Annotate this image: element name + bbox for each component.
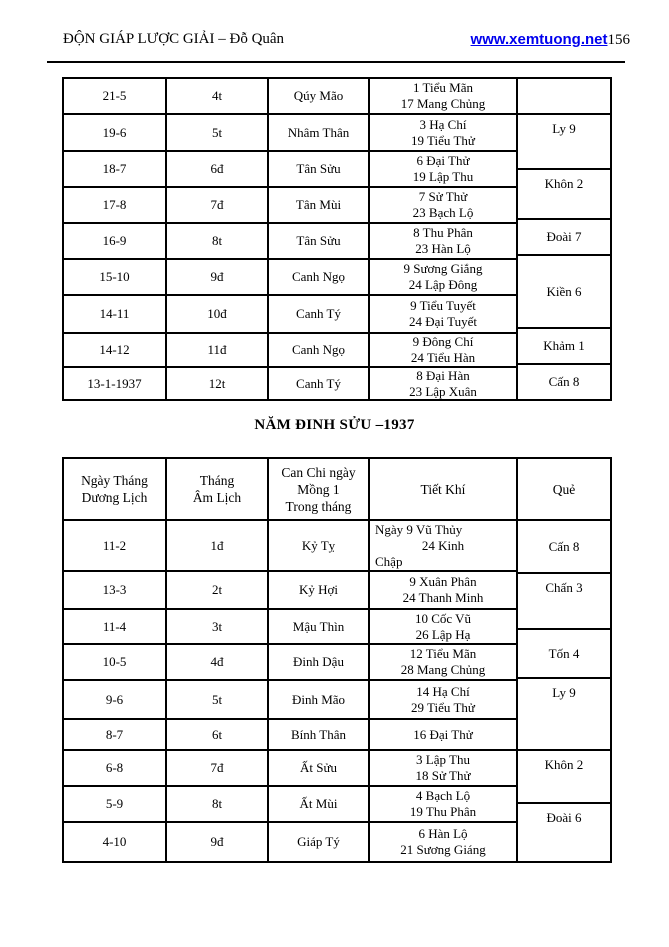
lunar-month-cell: 5t [167, 115, 269, 150]
cell-line: 19 Thu Phân [409, 804, 477, 819]
header-date [64, 459, 167, 519]
cell-line: 24 Kinh [421, 537, 465, 553]
lunar-month-cell: 4t [167, 79, 269, 113]
canchi-cell: Kỷ Tỵ [269, 521, 370, 570]
date-cell: 5-9 [64, 787, 167, 821]
lunar-month-cell: 7đ [167, 751, 269, 785]
que-cell: Đoài 6 [546, 810, 582, 825]
lunar-month-cell: 3t [167, 610, 269, 643]
cell-line: 19 Tiểu Thử [411, 132, 475, 148]
cell-line: 9 Đông Chí [412, 334, 474, 349]
tietkhi-cell [370, 260, 516, 294]
cell-line: Dương Lịch [81, 490, 148, 505]
cell-line: 12 Tiểu Mãn [409, 646, 477, 661]
cell-line: Mồng 1 [297, 481, 340, 497]
date-cell: 13-3 [64, 572, 167, 608]
header-divider-rule [47, 61, 625, 63]
que-cell: Cấn 8 [548, 374, 580, 389]
calendar-table-1937-que-column [516, 459, 610, 861]
table-row [64, 152, 516, 188]
lunar-month-cell: 12t [167, 368, 269, 399]
cell-line: 28 Mang Chủng [400, 662, 486, 677]
date-cell: 13-1-1937 [64, 368, 167, 399]
website-link[interactable]: www.xemtuong.net [470, 31, 608, 48]
cell-line: 6 Đại Thử [416, 153, 470, 168]
table-row [64, 521, 516, 572]
cell-line: 9 Sương Giắng [403, 261, 483, 276]
calendar-table-top [62, 77, 612, 401]
cell-line: 8 Đại Hàn [416, 368, 470, 383]
cell-line: 9 Tiểu Tuyết [410, 298, 476, 313]
cell-line: 4 Bạch Lộ [415, 788, 471, 803]
que-cell: Chấn 3 [518, 574, 610, 630]
lunar-month-cell: 5t [167, 681, 269, 718]
cell-line: 6 Hàn Lộ [418, 826, 468, 841]
year-section-title: NĂM ĐINH SỬU –1937 [254, 417, 415, 433]
cell-line: Tiết Khí [420, 481, 466, 497]
date-cell: 19-6 [64, 115, 167, 150]
date-cell: 15-10 [64, 260, 167, 294]
tietkhi-cell [370, 296, 516, 332]
header-tietkhi [370, 459, 516, 519]
tietkhi-cell [370, 188, 516, 222]
lunar-month-cell: 6t [167, 720, 269, 749]
table-row [64, 645, 516, 681]
que-cell: Đoài 7 [518, 220, 610, 256]
cell-line: 24 Lập Đông [408, 277, 478, 292]
canchi-cell: Nhâm Thân [269, 115, 370, 150]
que-cell: Ly 9 [518, 115, 610, 170]
canchi-cell: Đinh Dậu [269, 645, 370, 679]
table-row [64, 115, 516, 152]
que-cell: Khảm 1 [518, 329, 610, 365]
tietkhi-cell [370, 368, 516, 399]
table-row [64, 823, 516, 861]
canchi-cell: Qúy Mão [269, 79, 370, 113]
tietkhi-cell [370, 787, 516, 821]
tietkhi-cell [370, 572, 516, 608]
lunar-month-cell: 2t [167, 572, 269, 608]
que-cell: Kiền 6 [518, 256, 610, 329]
date-cell: 11-2 [64, 521, 167, 570]
date-cell: 17-8 [64, 188, 167, 222]
tietkhi-cell [370, 224, 516, 258]
tietkhi-cell [370, 823, 516, 861]
table-row [64, 610, 516, 645]
canchi-cell: Ất Sửu [269, 751, 370, 785]
date-cell: 14-12 [64, 334, 167, 366]
lunar-month-cell: 7đ [167, 188, 269, 222]
header-que: Quẻ [518, 459, 610, 521]
cell-line: Ngày 9 Vũ Thủy [375, 521, 463, 537]
cell-line: 1 Tiểu Mãn [413, 80, 473, 95]
cell-line: 24 Thanh Minh [402, 590, 484, 605]
date-cell: 4-10 [64, 823, 167, 861]
canchi-cell: Kỷ Hợi [269, 572, 370, 608]
canchi-cell: Tân Sửu [269, 224, 370, 258]
cell-line: 24 Tiểu Hàn [410, 350, 476, 365]
tietkhi-cell [370, 521, 516, 570]
tietkhi-cell [370, 751, 516, 785]
page-number: 156 [607, 32, 630, 48]
header-canchi [269, 459, 370, 519]
cell-line: 23 Lập Xuân [409, 383, 477, 399]
cell-line: 18 Sử Thử [415, 768, 471, 783]
canchi-cell: Mậu Thìn [269, 610, 370, 643]
que-cell: Khôn 2 [518, 751, 610, 804]
cell-line: 3 Hạ Chí [419, 116, 467, 132]
date-cell: 16-9 [64, 224, 167, 258]
tietkhi-cell [370, 681, 516, 718]
que-cell: Cấn 8 [518, 521, 610, 574]
cell-line: 21 Sương Giáng [400, 842, 486, 857]
date-cell: 6-8 [64, 751, 167, 785]
document-title: ĐỘN GIÁP LƯỢC GIẢI – Đỗ Quân [63, 31, 285, 47]
tietkhi-cell [370, 79, 516, 113]
que-cell: Ly 9 [518, 679, 610, 751]
cell-line: Chập [375, 553, 403, 569]
lunar-month-cell: 6đ [167, 152, 269, 186]
cell-line: 8 Thu Phân [413, 225, 473, 240]
cell-line: 7 Sử Thử [418, 189, 468, 204]
date-cell: 18-7 [64, 152, 167, 186]
cell-line: 23 Bạch Lộ [412, 205, 474, 220]
date-cell: 14-11 [64, 296, 167, 332]
table-row [64, 296, 516, 334]
table-row [64, 260, 516, 296]
table-row [64, 368, 516, 399]
lunar-month-cell: 1đ [167, 521, 269, 570]
date-cell: 8-7 [64, 720, 167, 749]
calendar-table-top-main-columns [64, 79, 516, 399]
cell-line: 16 Đại Thử [413, 726, 473, 742]
lunar-month-cell: 11đ [167, 334, 269, 366]
lunar-month-cell: 8t [167, 787, 269, 821]
calendar-table-1937 [62, 457, 612, 863]
cell-line: 24 Đại Tuyết [409, 314, 477, 329]
canchi-cell: Giáp Tý [269, 823, 370, 861]
table-row [64, 681, 516, 720]
table-row [64, 787, 516, 823]
cell-line: 17 Mang Chủng [400, 96, 486, 111]
cell-line: Tháng [199, 473, 235, 488]
date-cell: 21-5 [64, 79, 167, 113]
table-row [64, 572, 516, 610]
cell-line: Âm Lịch [192, 490, 242, 505]
cell-line: 26 Lập Hạ [415, 626, 471, 642]
tietkhi-cell [370, 610, 516, 643]
table-header-row [64, 459, 516, 521]
cell-line: 9 Xuân Phân [409, 574, 477, 589]
cell-line: 19 Lập Thu [412, 169, 474, 184]
calendar-table-1937-main-columns [64, 459, 516, 861]
canchi-cell: Canh Ngọ [269, 334, 370, 366]
cell-line: 23 Hàn Lộ [415, 241, 471, 256]
tietkhi-cell [370, 115, 516, 150]
header-right-group [471, 31, 630, 49]
table-row [64, 751, 516, 787]
canchi-cell: Bính Thân [269, 720, 370, 749]
table-row [64, 720, 516, 751]
date-cell: 10-5 [64, 645, 167, 679]
cell-line: 3 Lập Thu [416, 752, 470, 767]
canchi-cell: Canh Tý [269, 296, 370, 332]
canchi-cell: Đinh Mão [269, 681, 370, 718]
cell-line: 10 Cốc Vũ [414, 610, 472, 626]
cell-line: Ngày Tháng [81, 473, 148, 488]
cell-line: 14 Hạ Chí [416, 683, 470, 699]
table-row [64, 334, 516, 368]
date-cell: 11-4 [64, 610, 167, 643]
header-month [167, 459, 269, 519]
lunar-month-cell: 4đ [167, 645, 269, 679]
cell-line: 29 Tiểu Thử [411, 699, 475, 715]
table-row [64, 188, 516, 224]
tietkhi-cell [370, 152, 516, 186]
tietkhi-cell [370, 720, 516, 749]
canchi-cell: Tân Mùi [269, 188, 370, 222]
que-cell: Tốn 4 [518, 630, 610, 679]
cell-line: Trong tháng [285, 498, 352, 514]
cell-line: Can Chi ngày [281, 464, 356, 480]
lunar-month-cell: 9đ [167, 260, 269, 294]
que-cell [518, 79, 610, 115]
date-cell: 9-6 [64, 681, 167, 718]
canchi-cell: Canh Tý [269, 368, 370, 399]
lunar-month-cell: 8t [167, 224, 269, 258]
que-cell: Khôn 2 [518, 170, 610, 220]
canchi-cell: Ất Mùi [269, 787, 370, 821]
canchi-cell: Canh Ngọ [269, 260, 370, 294]
calendar-table-top-que-column [516, 79, 610, 399]
canchi-cell: Tân Sửu [269, 152, 370, 186]
table-row [64, 79, 516, 115]
tietkhi-cell [370, 334, 516, 366]
table-row [64, 224, 516, 260]
lunar-month-cell: 9đ [167, 823, 269, 861]
tietkhi-cell [370, 645, 516, 679]
lunar-month-cell: 10đ [167, 296, 269, 332]
